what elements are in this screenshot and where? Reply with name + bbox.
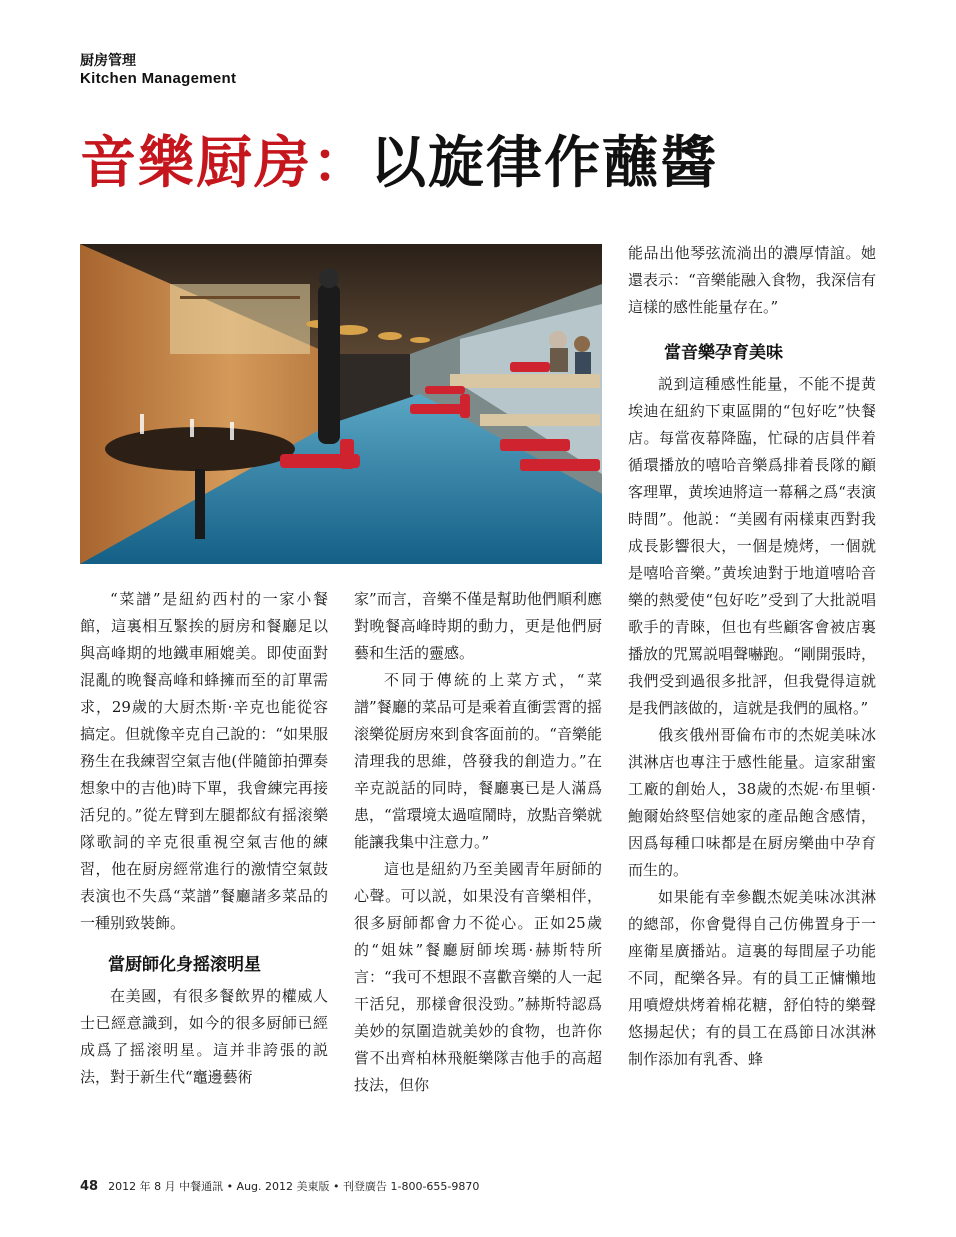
- page-footer: [80, 1178, 479, 1194]
- footer-text: 2012 年 8 月 中餐通訊 • Aug. 2012 美東版 • 刊登廣告 1-800-655-9870: [108, 1180, 480, 1193]
- paragraph: 不同于傳統的上菜方式，“菜譜”餐廳的菜品可是乘着直衝雲霄的摇滚樂從厨房來到食客面前的。“音樂能清理我的思維，啓發我的創造力。”在辛克説話的同時，餐廳裏已是人滿爲患，“當環境太過喧鬧時，放點音樂就能讓我集中注意力。”: [354, 671, 602, 851]
- paragraph: 家”而言，音樂不僅是幫助他們順利應對晚餐高峰時期的動力，更是他們厨藝和生活的靈感。: [354, 590, 602, 662]
- headline-part-red: 音樂厨房：: [80, 130, 370, 196]
- section-title-chinese: 厨房管理: [80, 53, 136, 69]
- section-title-english: Kitchen Management: [80, 70, 237, 87]
- subheading: 當音樂孕育美味: [664, 343, 783, 363]
- article-column-3: [628, 240, 876, 1073]
- article-headline: [80, 128, 718, 198]
- article-column-1: [80, 586, 328, 1091]
- restaurant-photo: [80, 244, 602, 564]
- paragraph: “菜譜”是紐約西村的一家小餐館，這裏相互緊挨的厨房和餐廳足以與高峰期的地鐵車厢媲美。即使面對混亂的晚餐高峰和蜂擁而至的訂單需求，29歲的大厨杰斯·辛克也能從容搞定。但就像辛克自己說的：“如果服務生在我練習空氣吉他(伴隨節拍彈奏想象中的吉他)時下單，我會練完再接活兒的。”從左臂到左腿都紋有摇滚樂隊歌詞的辛克很重視空氣吉他的練習，他在厨房經常進行的激情空氣鼓表演也不失爲“菜譜”餐廳諸多菜品的一種别致裝飾。: [80, 590, 328, 932]
- paragraph: 這也是紐約乃至美國青年厨師的心聲。可以説，如果没有音樂相伴，很多厨師都會力不從心。正如25歲的“姐妹”餐廳厨師埃瑪·赫斯特所言：“我可不想跟不喜歡音樂的人一起干活兒，那樣會很没勁。”赫斯特認爲美妙的氛圍造就美妙的食物，也許你嘗不出齊柏林飛艇樂隊吉他手的高超技法，但你: [354, 860, 602, 1094]
- subheading: 當厨師化身摇滚明星: [108, 955, 261, 975]
- paragraph: 如果能有幸參觀杰妮美味冰淇淋的總部，你會覺得自己仿佛置身于一座衛星廣播站。這裏的每間屋子功能不同，配樂各异。有的員工正慵懶地用噴燈烘烤着棉花糖，舒伯特的樂聲悠揚起伏；有的員工在爲節日冰淇淋制作添加有乳香、蜂: [628, 888, 876, 1068]
- headline-part-black: 以旋律作蘸醬: [370, 130, 718, 196]
- paragraph: 在美國，有很多餐飲界的權威人士已經意識到，如今的很多厨師已經成爲了摇滚明星。這并非誇張的説法，對于新生代“竈邊藝術: [80, 987, 328, 1086]
- paragraph: 能品出他琴弦流淌出的濃厚情誼。她還表示：“音樂能融入食物，我深信有這樣的感性能量存在。”: [628, 244, 876, 316]
- restaurant-photo-icon: [80, 244, 602, 564]
- paragraph: 説到這種感性能量，不能不提黄埃迪在紐約下東區開的“包好吃”快餐店。每當夜幕降臨，忙碌的店員伴着循環播放的嘻哈音樂爲排着長隊的顧客理單，黄埃迪將這一幕稱之爲“表演時間”。他説：“美國有兩樣東西對我成長影響很大，一個是燒烤，一個就是嘻哈音樂。”黄埃迪對于地道嘻哈音樂的熱愛使“包好吃”受到了大批説唱歌手的青睞，但也有些顧客會被店裏播放的咒罵説唱聲嚇跑。“剛開張時，我們受到過很多批評，但我覺得這就是我們該做的，這就是我們的風格。”: [628, 375, 876, 717]
- paragraph: 俄亥俄州哥倫布市的杰妮美味冰淇淋店也專注于感性能量。這家甜蜜工廠的創始人，38歲的杰妮·布里頓·鮑爾始終堅信她家的產品飽含感情，因爲每種口味都是在厨房樂曲中孕育而生的。: [628, 726, 876, 879]
- article-column-2: [354, 586, 602, 1099]
- page-number: 48: [80, 1179, 99, 1194]
